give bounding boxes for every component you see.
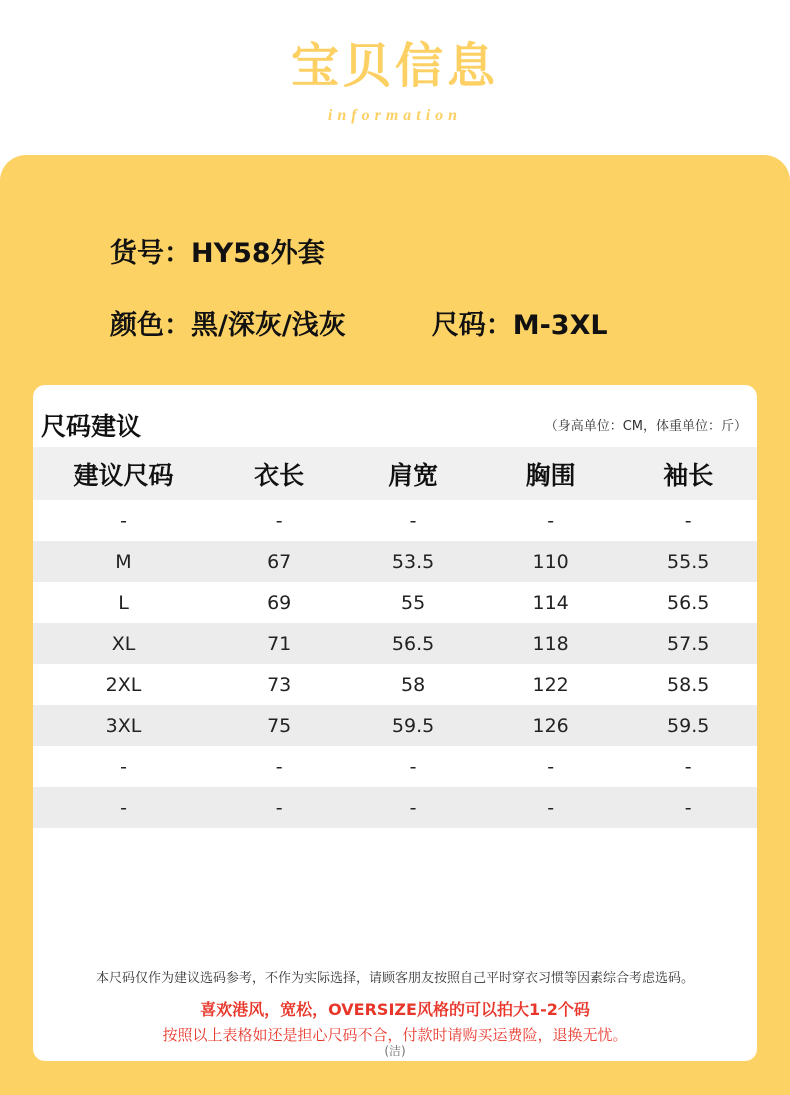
table-cell: 69 xyxy=(214,582,344,623)
size-value: M-3XL xyxy=(512,310,608,341)
table-row xyxy=(33,541,757,582)
table-cell: L xyxy=(33,582,214,623)
table-cell: - xyxy=(214,787,344,828)
item-number-line xyxy=(110,237,710,271)
table-cell: XL xyxy=(33,623,214,664)
table-cell: 55 xyxy=(344,582,482,623)
size-chart-title: 尺码建议 xyxy=(41,412,142,441)
table-cell: 3XL xyxy=(33,705,214,746)
footnote-general: 本尺码仅作为建议选码参考，不作为实际选择，请顾客朋友按照自己平时穿衣习惯等因素综合考虑选码。 xyxy=(95,971,694,986)
table-row xyxy=(33,500,757,541)
size-table-col-header: 胸围 xyxy=(482,447,620,500)
size-table-header-row xyxy=(33,447,757,500)
table-cell: M xyxy=(33,541,214,582)
table-cell: - xyxy=(619,787,757,828)
size-label: 尺码： xyxy=(431,310,513,341)
table-cell: 57.5 xyxy=(619,623,757,664)
table-cell: 58.5 xyxy=(619,664,757,705)
color-size-line xyxy=(110,309,710,343)
page-subtitle: information xyxy=(327,107,463,124)
table-row xyxy=(33,705,757,746)
item-number-label: 货号： xyxy=(110,238,191,269)
table-cell: 59.5 xyxy=(619,705,757,746)
table-cell: - xyxy=(344,500,482,541)
size-table-body xyxy=(33,500,757,828)
table-cell: 75 xyxy=(214,705,344,746)
table-cell: - xyxy=(482,746,620,787)
size-table-col-header: 建议尺码 xyxy=(33,447,214,500)
size-chart-unit-note: （身高单位：CM，体重单位：斤） xyxy=(544,419,747,434)
size-chart-header xyxy=(33,385,757,447)
table-cell: 58 xyxy=(344,664,482,705)
table-row xyxy=(33,623,757,664)
table-cell: 126 xyxy=(482,705,620,746)
table-cell: 59.5 xyxy=(344,705,482,746)
size-table-col-header: 衣长 xyxy=(214,447,344,500)
table-cell: - xyxy=(619,500,757,541)
table-cell: 67 xyxy=(214,541,344,582)
table-cell: 56.5 xyxy=(344,623,482,664)
table-row xyxy=(33,746,757,787)
size-table-col-header: 袖长 xyxy=(619,447,757,500)
table-cell: 71 xyxy=(214,623,344,664)
size-chart-footnotes xyxy=(33,969,757,1047)
table-cell: - xyxy=(482,500,620,541)
item-number-value: HY58外套 xyxy=(191,238,325,269)
watermark: (洁) xyxy=(384,1044,406,1058)
color-value: 黑/深灰/浅灰 xyxy=(191,310,346,341)
table-cell: - xyxy=(33,746,214,787)
page-header xyxy=(0,0,790,155)
footnote-oversize: 喜欢港风，宽松，OVERSIZE风格的可以拍大1-2个码 xyxy=(200,1000,590,1019)
table-cell: 110 xyxy=(482,541,620,582)
table-cell: - xyxy=(344,746,482,787)
table-row xyxy=(33,787,757,828)
table-cell: 73 xyxy=(214,664,344,705)
size-table xyxy=(33,447,757,828)
color-label: 颜色： xyxy=(110,310,191,341)
yellow-panel xyxy=(0,155,790,1095)
table-cell: - xyxy=(33,787,214,828)
table-row xyxy=(33,664,757,705)
table-cell: - xyxy=(344,787,482,828)
table-cell: - xyxy=(619,746,757,787)
page-title: 宝贝信息 xyxy=(290,38,499,94)
table-cell: 56.5 xyxy=(619,582,757,623)
table-cell: - xyxy=(214,746,344,787)
table-row xyxy=(33,582,757,623)
table-cell: 118 xyxy=(482,623,620,664)
product-info-block xyxy=(110,237,710,343)
size-table-col-header: 肩宽 xyxy=(344,447,482,500)
footnote-insurance: 按照以上表格如还是担心尺码不合，付款时请购买运费险，退换无忧。 xyxy=(162,1026,628,1044)
table-cell: 55.5 xyxy=(619,541,757,582)
table-cell: - xyxy=(33,500,214,541)
table-cell: 53.5 xyxy=(344,541,482,582)
table-cell: 2XL xyxy=(33,664,214,705)
table-cell: - xyxy=(214,500,344,541)
table-cell: 122 xyxy=(482,664,620,705)
size-table-head xyxy=(33,447,757,500)
size-chart-card xyxy=(33,385,757,1061)
table-cell: - xyxy=(482,787,620,828)
table-cell: 114 xyxy=(482,582,620,623)
